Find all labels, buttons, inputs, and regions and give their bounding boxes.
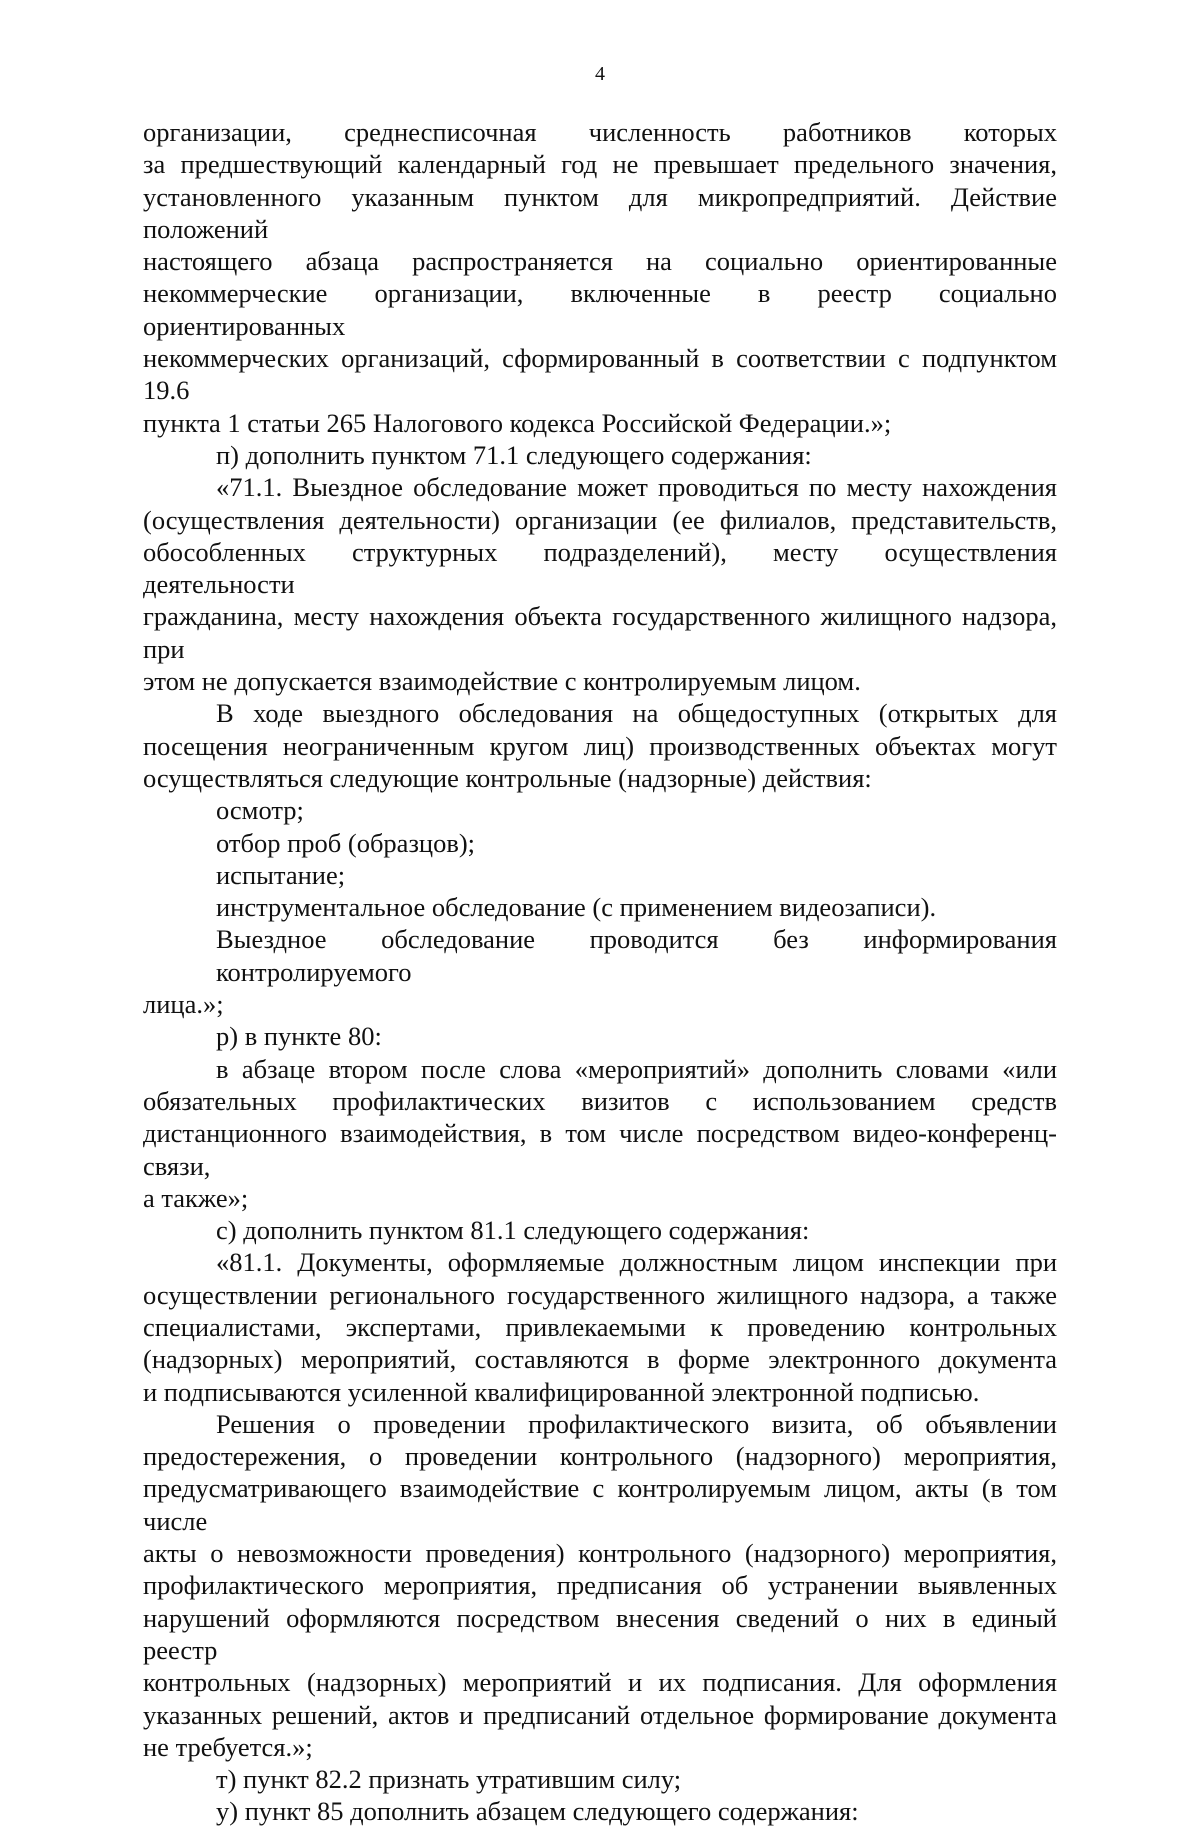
text-line: некоммерческих организаций, сформированный в соответствии с подпунктом 19.6 — [143, 343, 1057, 406]
text-line: нарушений оформляются посредством внесения сведений о них в единый реестр — [143, 1602, 1057, 1665]
text-line: Выездное обследование проводится без информирования контролируемого — [216, 924, 1057, 987]
list-item — [143, 891, 1057, 923]
text-line: осмотр; — [216, 795, 304, 826]
text-line: обязательных профилактических визитов с использованием средств — [143, 1085, 1057, 1116]
text-line: испытание; — [216, 859, 346, 890]
paragraph-clause-81-1 — [143, 1246, 1057, 1407]
list-item — [143, 794, 1057, 826]
text-line: в абзаце втором после слова «мероприятий» дополнить словами «или — [216, 1053, 1057, 1084]
text-line: специалистами, экспертами, привлекаемыми к проведению контрольных — [143, 1311, 1057, 1342]
paragraph-item-t — [143, 1763, 1057, 1795]
text-line: предостережения, о проведении контрольного (надзорного) мероприятия, — [143, 1441, 1057, 1472]
text-line: не требуется.»; — [143, 1731, 313, 1762]
paragraph-item-s — [143, 1214, 1057, 1246]
text-line: пункта 1 статьи 265 Налогового кодекса Российской Федерации.»; — [143, 407, 892, 438]
text-line: и подписываются усиленной квалифицированной электронной подписью. — [143, 1376, 980, 1407]
text-line: Решения о проведении профилактического визита, об объявлении — [216, 1408, 1057, 1439]
text-line: этом не допускается взаимодействие с контролируемым лицом. — [143, 666, 861, 697]
text-line: т) пункт 82.2 признать утратившим силу; — [216, 1764, 682, 1795]
paragraph-decisions — [143, 1408, 1057, 1763]
text-line: а также»; — [143, 1182, 249, 1213]
text-line: инструментальное обследование (с применением видеозаписи). — [216, 892, 937, 923]
text-line: указанных решений, актов и предписаний отдельное формирование документа — [143, 1699, 1057, 1730]
text-line: у) пункт 85 дополнить абзацем следующего содержания: — [216, 1796, 859, 1827]
page-number: 4 — [595, 63, 605, 85]
paragraph-inspection-actions — [143, 697, 1057, 794]
paragraph-item-r — [143, 1020, 1057, 1052]
text-line: установленного указанным пунктом для микропредприятий. Действие положений — [143, 181, 1057, 244]
document-body — [143, 116, 1057, 1828]
text-line: гражданина, месту нахождения объекта государственного жилищного надзора, при — [143, 601, 1057, 664]
text-line: предусматривающего взаимодействие с контролируемым лицом, акты (в том числе — [143, 1473, 1057, 1536]
text-line: за предшествующий календарный год не превышает предельного значения, — [143, 149, 1057, 180]
text-line: (осуществления деятельности) организации (ее филиалов, представительств, — [143, 504, 1057, 535]
paragraph-item-p — [143, 439, 1057, 471]
text-line: обособленных структурных подразделений), месту осуществления деятельности — [143, 536, 1057, 600]
text-line: с) дополнить пунктом 81.1 следующего содержания: — [216, 1215, 810, 1246]
text-line: дистанционного взаимодействия, в том числе посредством видео-конференц-связи, — [143, 1118, 1057, 1181]
text-line: В ходе выездного обследования на общедоступных (открытых для — [216, 698, 1057, 729]
text-line: р) в пункте 80: — [216, 1021, 382, 1052]
text-line: п) дополнить пунктом 71.1 следующего содержания: — [216, 439, 812, 470]
text-line: (надзорных) мероприятий, составляются в форме электронного документа — [143, 1344, 1057, 1375]
text-line: отбор проб (образцов); — [216, 827, 476, 858]
paragraph-item-u — [143, 1795, 1057, 1827]
text-line: посещения неограниченным кругом лиц) производственных объектах могут — [143, 730, 1057, 761]
paragraph-continuation — [143, 116, 1057, 439]
paragraph-clause-71-1 — [143, 471, 1057, 697]
text-line: «71.1. Выездное обследование может проводиться по месту нахождения — [216, 472, 1057, 503]
text-line: профилактического мероприятия, предписания об устранении выявленных — [143, 1570, 1057, 1601]
text-line: «81.1. Документы, оформляемые должностным лицом инспекции при — [216, 1247, 1057, 1278]
text-line: акты о невозможности проведения) контрольного (надзорного) мероприятия, — [143, 1538, 1057, 1569]
text-line: некоммерческие организации, включенные в реестр социально ориентированных — [143, 278, 1057, 341]
paragraph-amendment-80 — [143, 1053, 1057, 1214]
text-line: лица.»; — [143, 989, 224, 1020]
text-line: настоящего абзаца распространяется на социально ориентированные — [143, 246, 1057, 277]
list-item — [143, 859, 1057, 891]
text-line: осуществлении регионального государственного жилищного надзора, а также — [143, 1279, 1057, 1310]
list-item — [143, 827, 1057, 859]
text-line: осуществляться следующие контрольные (надзорные) действия: — [143, 762, 872, 793]
paragraph-no-notification — [143, 923, 1057, 1020]
text-line: контрольных (надзорных) мероприятий и их подписания. Для оформления — [143, 1667, 1057, 1698]
text-line: организации, среднесписочная численность работников которых — [143, 117, 1057, 147]
